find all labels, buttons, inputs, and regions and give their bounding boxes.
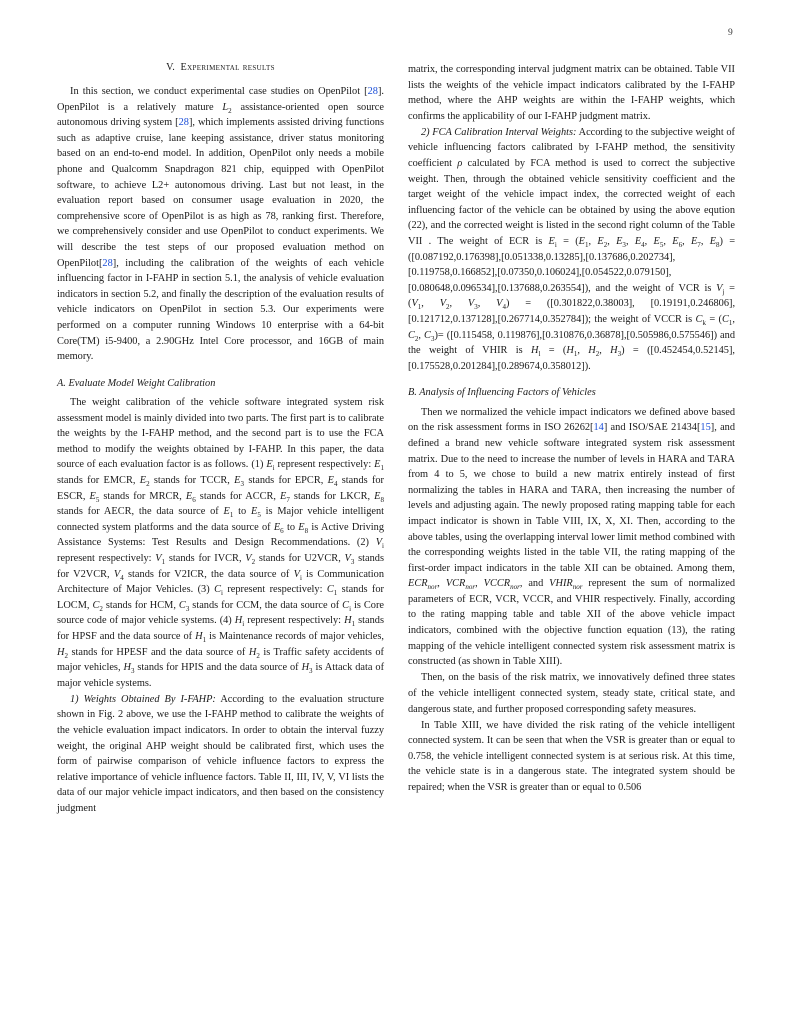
math-variable: H: [531, 345, 539, 357]
math-subscript: j: [722, 287, 725, 296]
math-subscript: 1: [728, 319, 733, 328]
math-subscript: 1: [161, 558, 166, 567]
math-variable: C: [326, 584, 334, 596]
math-variable: E: [597, 236, 604, 248]
math-variable: E: [634, 236, 642, 248]
math-subscript: 2: [256, 651, 260, 660]
math-subscript: 4: [502, 303, 506, 312]
citation-link[interactable]: 28: [102, 257, 113, 269]
math-variable: E: [234, 475, 241, 487]
run-in-heading: 2) FCA Calibration Interval Weights:: [421, 126, 577, 138]
math-variable: V: [155, 553, 162, 564]
math-subscript: 3: [309, 667, 313, 676]
math-variable: E: [266, 459, 273, 471]
math-variable: H: [123, 662, 131, 674]
math-subscript: 3: [240, 480, 245, 489]
math-variable: E: [223, 506, 230, 518]
math-subscript: 5: [257, 511, 261, 520]
math-subscript: 4: [120, 573, 124, 582]
math-subscript: 3: [350, 558, 355, 567]
math-variable: H: [566, 345, 574, 357]
math-subscript: 3: [622, 241, 626, 250]
paragraph-three-states: Then, on the basis of the risk matrix, we innovatively defined three states of the vehicle intelligent connected system, steady state, critical state, and dangerous state, and further proposed corresponding safety measures.: [408, 672, 735, 715]
math-variable: V: [496, 298, 503, 310]
math-subscript: 2: [99, 604, 103, 613]
math-subscript: 3: [617, 350, 622, 359]
math-subscript: 3: [185, 604, 190, 613]
section-numeral: V.: [166, 62, 175, 73]
page-number: 9: [728, 28, 733, 38]
math-subscript: 4: [641, 241, 645, 250]
paragraph-fca-calibration: 2) FCA Calibration Interval Weights: According to the subjective weight of vehicle influencing factors calibrated by I-FAHP method, the sensitivity coefficient ρ calculated by FCA method is used to correct the subjective weight. Then, through the obtained vehicle sensitivity coefficient and the target weight of the vehicle impact index, the corrected weight of each influencing factor of the vehicle can be obtained by using the above eqution (22), and the corrected weight is listed in the second right column of the Table VII . The weight of ECR is $E_i = (E_1$, $E_2$, $E_3$, $E_4$, $E_5$, $E_6$, $E_7$, $E_8) = ([0.087192,0.176398],[0.051338,0.13285],[0.137686,0.202734]$, [0.119758,0.166852],[0.07350,0.106024],[0.054522,0.079150], [0.080648,0.096534],[0.137688,0.263554]), and the weight of VCR is $V_j = (V_1$, $V_2$, $V_3$, $V_4) = ([0.301822,0.38003]$, [0.19191,0.246806],[0.121712,0.137128],[0.267714,0.352784]); the weight of VCCR is $C_k = (C_1$, $C_2$, $C_3)= ([0.115458$, 0.119876],[0.310876,0.36878],[0.505986,0.575546]) and the weight of VHIR is $H_l = (H_1$, $H_2$, $H_3) = ([0.452454,0.52145]$, [0.175528,0.201284],[0.289674,0.358012]).: [408, 126, 736, 372]
math-subscript: 1: [333, 589, 338, 598]
citation-link[interactable]: 15: [700, 422, 711, 434]
citation-link[interactable]: 28: [178, 117, 189, 129]
math-subscript: i: [554, 241, 557, 250]
math-variable: C: [695, 314, 703, 325]
math-subscript: i: [299, 573, 302, 582]
math-subscript: 2: [595, 350, 600, 359]
left-column: [57, 62, 384, 817]
right-column-top-paragraphs: [408, 62, 735, 374]
math-variable: V: [344, 553, 351, 564]
math-variable: V: [113, 568, 121, 580]
math-subscript: 2: [146, 480, 150, 489]
math-variable: E: [273, 521, 281, 533]
math-subscript: 6: [280, 526, 284, 535]
math-subscript: 8: [304, 526, 309, 535]
left-column-subsection-a-paragraphs: [57, 395, 384, 817]
math-variable: C: [722, 314, 729, 325]
math-variable: E: [185, 490, 193, 502]
math-variable: H: [248, 646, 257, 658]
citation-link[interactable]: 28: [367, 86, 378, 97]
section-title: Experimental results: [180, 62, 275, 73]
paragraph-risk-rating: In Table XIII, we have divided the risk rating of the vehicle intelligent connected system. It can be seen that when the VSR is greater than or equal to 0.758, the vehicle intelligent connected system is at serious risk. At this time, the vehicle state is in a dangerous state. The integrated system should be repaired; when the VSR is greater than or equal to 0.506: [408, 719, 735, 793]
math-subscript: 2: [251, 558, 256, 567]
math-subscript: 8: [380, 495, 384, 504]
math-variable: H: [57, 646, 65, 658]
math-variable: H: [588, 345, 596, 357]
math-variable: C: [342, 599, 350, 611]
math-variable: E: [251, 506, 258, 518]
math-variable: V: [439, 298, 447, 310]
math-variable: E: [89, 490, 96, 502]
math-subscript: 6: [192, 495, 196, 504]
math-variable: E: [374, 459, 381, 471]
math-variable: C: [92, 599, 100, 611]
paragraph-openpilot-intro: In this section, we conduct experimental case studies on OpenPilot [28]. OpenPilot is a relatively mature $L_2$ assistance-oriented open source autonomous driving system [28], which implements assisted driving functions such as adaptive cruise, lane keeping assistance, driver status monitoring based on an end-to-end model. In addition, OpenPilot only needs a mobile phone and Qualcomm Snapdragon 821 chip, equipped with OpenPilot software, to achieve L2+ autonomous driving. Last but not least, in the evaluation report based on consumer usage evaluation in 2020, the comprehensive score of OpenPilot is as high as 78, ranking first. Therefore, we comprehensively consider and use OpenPilot to conduct experiments. We will describe the test steps of our proposed evaluation method on OpenPilot[28], including the calibration of the weights of each vehicle influencing factor in I-FAHP in section 5.1, the analysis of vehicle evaluation indicators in section 5.2, and finally the description of the evaluation results of vehicle indicators on OpenPilot in section 5.3. Our experiments were performed on a computer running Windows 10 enterprise with a 64-bit Core(TM) i5-9400, a 2.90GHz Intel Core processor, and 16GB of main memory.: [57, 86, 384, 363]
math-variable: E: [548, 236, 555, 248]
left-column-intro-paragraphs: [57, 84, 384, 365]
math-subscript: 7: [286, 495, 290, 504]
math-variable: V: [245, 553, 252, 564]
math-variable: H: [344, 615, 352, 627]
math-variable: E: [709, 236, 717, 248]
math-subscript: i: [272, 464, 275, 473]
math-variable: C: [408, 329, 415, 341]
math-symbol: $VCCR_{nor}$: [483, 578, 520, 592]
math-subscript: 7: [697, 241, 701, 250]
subsection-heading-a: A. Evaluate Model Weight Calibration: [57, 377, 216, 389]
math-variable: E: [298, 521, 305, 533]
math-subscript: 1: [380, 464, 384, 473]
math-subscript: 3: [430, 334, 435, 343]
math-variable: H: [301, 662, 310, 674]
math-subscript: 2: [64, 651, 68, 660]
math-variable: V: [716, 282, 723, 294]
math-variable: V: [467, 298, 475, 310]
math-variable: E: [327, 475, 334, 487]
paragraph-weight-calibration: The weight calibration of the vehicle software integrated system risk assessment model is mainly divided into two parts. The first part is to calibrate the weights by the I-FAHP method, and the second part is to use the FCA method to modify the weights obtained by I-FAHP. In this paper, the data source of each evaluation factor is as follows. (1) $E_i$ represent respectively: $E_1$ stands for EMCR, $E_2$ stands for TCCR, $E_3$ stands for EPCR, $E_4$ stands for ESCR, $E_5$ stands for MRCR, $E_6$ stands for ACCR, $E_7$ stands for LKCR, $E_8$ stands for AECR, the data source of $E_1$ to $E_5$ is Major vehicle intelligent connected system platforms and the data source of $E_6$ to $E_8$ is Active Driving Assistance Systems: Test Results and Design Recommendations. (2) $V_i$ represent respectively: $V_1$ stands for IVCR, $V_2$ stands for U2VCR, $V_3$ stands for V2VCR, $V_4$ stands for V2ICR, the data source of $V_i$ is Communication Architecture of Major Vehicles. (3) $C_i$ represent respectively: $C_1$ stands for LOCM, $C_2$ stands for HCM, $C_3$ stands for CCM, the data source of $C_i$ is Core source code of major vehicle systems. (4) $H_i$ represent respectively: $H_1$ stands for HPSF and the data source of $H_1$ is Maintenance records of major vehicles, $H_2$ stands for HPESF and the data source of $H_2$ is Traffic safety accidents of major vehicles, $H_3$ stands for HPIS and the data source of $H_3$ is Attack data of major vehicle systems.: [57, 397, 385, 689]
right-column-subsection-b-paragraphs: [408, 405, 735, 796]
math-subscript: 3: [130, 667, 135, 676]
math-subscript: 2: [228, 106, 232, 115]
two-column-body: [57, 62, 736, 817]
paragraph-normalized-indicators: Then we normalized the vehicle impact indicators we defined above based on the risk assessment forms in ISO 26262[14] and ISO/SAE 21434[15], and defined a brand new vehicle software integrated system risk assessment matrix. Due to the need to increase the number of levels in HARA and TARA from 4 to 5, we chose to build a new matrix entirely instead of first normalizing the tables in HARA and TARA, then increasing the number of levels and adjusting again. The newly proposed rating mapping table for each impact indicator is shown in Table VIII, IX, X, XI. Then, according to the above tables, using the overlapping interval lower limit method combined with the corresponding weights listed in the table VII, the rating mapping of the first-order impact indicators in the table XII can be obtained. Among them, $ECR_{nor}$, $VCR_{nor}$, $VCCR_{nor}$, and $VHIR_{nor}$ represent the sum of normalized parameters of ECR, VCR, VCCR, and VHIR respectively. Finally, according to the rating mapping table and table XII of the above vehicle impact indicators, combined with the objective function equation (13), the rating mapping of the vehicle intelligent connected system risk assessment matrix is constructed (as shown in Table XIII).: [408, 406, 736, 668]
math-subscript: 8: [716, 241, 720, 250]
math-variable: ρ: [457, 158, 463, 170]
math-variable: V: [411, 298, 418, 310]
math-subscript: 1: [573, 350, 578, 359]
math-variable: V: [375, 537, 383, 549]
math-subscript: 1: [584, 241, 589, 250]
math-subscript: 3: [474, 303, 478, 312]
math-subscript: 4: [333, 480, 338, 489]
math-symbol: $VHIR_{nor}$: [549, 578, 583, 592]
math-subscript: k: [702, 319, 706, 328]
math-subscript: 1: [351, 620, 356, 629]
math-variable: E: [578, 236, 585, 248]
math-subscript: i: [382, 542, 384, 551]
math-variable: C: [424, 329, 431, 341]
math-variable: E: [139, 475, 147, 487]
paragraph-weights-by-ifahp: 1) Weights Obtained By I-FAHP: According to the evaluation structure shown in Fig. 2 above, we use the I-FAHP method to calibrate the weights of the vehicle evaluation impact indicators. In order to obtain the interval fuzzy weight, the original AHP weight should be calibrated first, which uses the form of pairwise comparison of vehicle influence factors to express the relative importance of vehicle influence factors. Table II, III, IV, V, VI lists the data of our major vehicle impact indicators, and then based on the consistency judgment: [57, 693, 384, 814]
math-subscript: i: [220, 589, 223, 598]
math-symbol: $VCR_{nor}$: [445, 578, 476, 592]
math-variable: C: [178, 599, 186, 611]
run-in-heading: 1) Weights Obtained By I-FAHP:: [70, 693, 216, 705]
math-variable: H: [195, 630, 203, 642]
math-variable: E: [280, 490, 287, 502]
math-variable: L: [222, 101, 229, 113]
math-subscript: 2: [603, 241, 608, 250]
math-variable: V: [293, 568, 300, 580]
math-subscript: i: [242, 620, 245, 629]
math-symbol: $ECR_{nor}$: [408, 578, 438, 592]
math-subscript: 5: [659, 241, 664, 250]
math-variable: E: [653, 236, 660, 248]
math-variable: H: [610, 345, 618, 357]
math-variable: H: [234, 615, 243, 627]
paragraph-judgment-matrix: matrix, the corresponding interval judgment matrix can be obtained. Table VII lists the weights of the vehicle impact indicators calibrated by the I-FAHP method, where the AHP weights are within the I-FAHP weights, which confirms the applicability of our I-FAHP judgment matrix.: [408, 64, 735, 122]
math-variable: E: [616, 236, 623, 248]
math-subscript: 6: [678, 241, 683, 250]
right-column: [408, 62, 735, 817]
section-heading: [57, 62, 384, 73]
math-subscript: 1: [417, 303, 422, 312]
math-variable: E: [374, 490, 381, 502]
subsection-heading-b: B. Analysis of Influencing Factors of Vehicles: [408, 387, 596, 399]
math-subscript: l: [538, 350, 541, 359]
math-subscript: 1: [229, 511, 234, 520]
math-variable: C: [214, 584, 221, 596]
math-subscript: 1: [202, 636, 207, 645]
citation-link[interactable]: 14: [593, 422, 604, 434]
math-variable: E: [672, 236, 679, 248]
math-variable: E: [690, 236, 698, 248]
math-subscript: 2: [446, 303, 450, 312]
math-subscript: i: [349, 604, 352, 613]
math-subscript: 2: [414, 334, 419, 343]
math-subscript: 5: [95, 495, 100, 504]
